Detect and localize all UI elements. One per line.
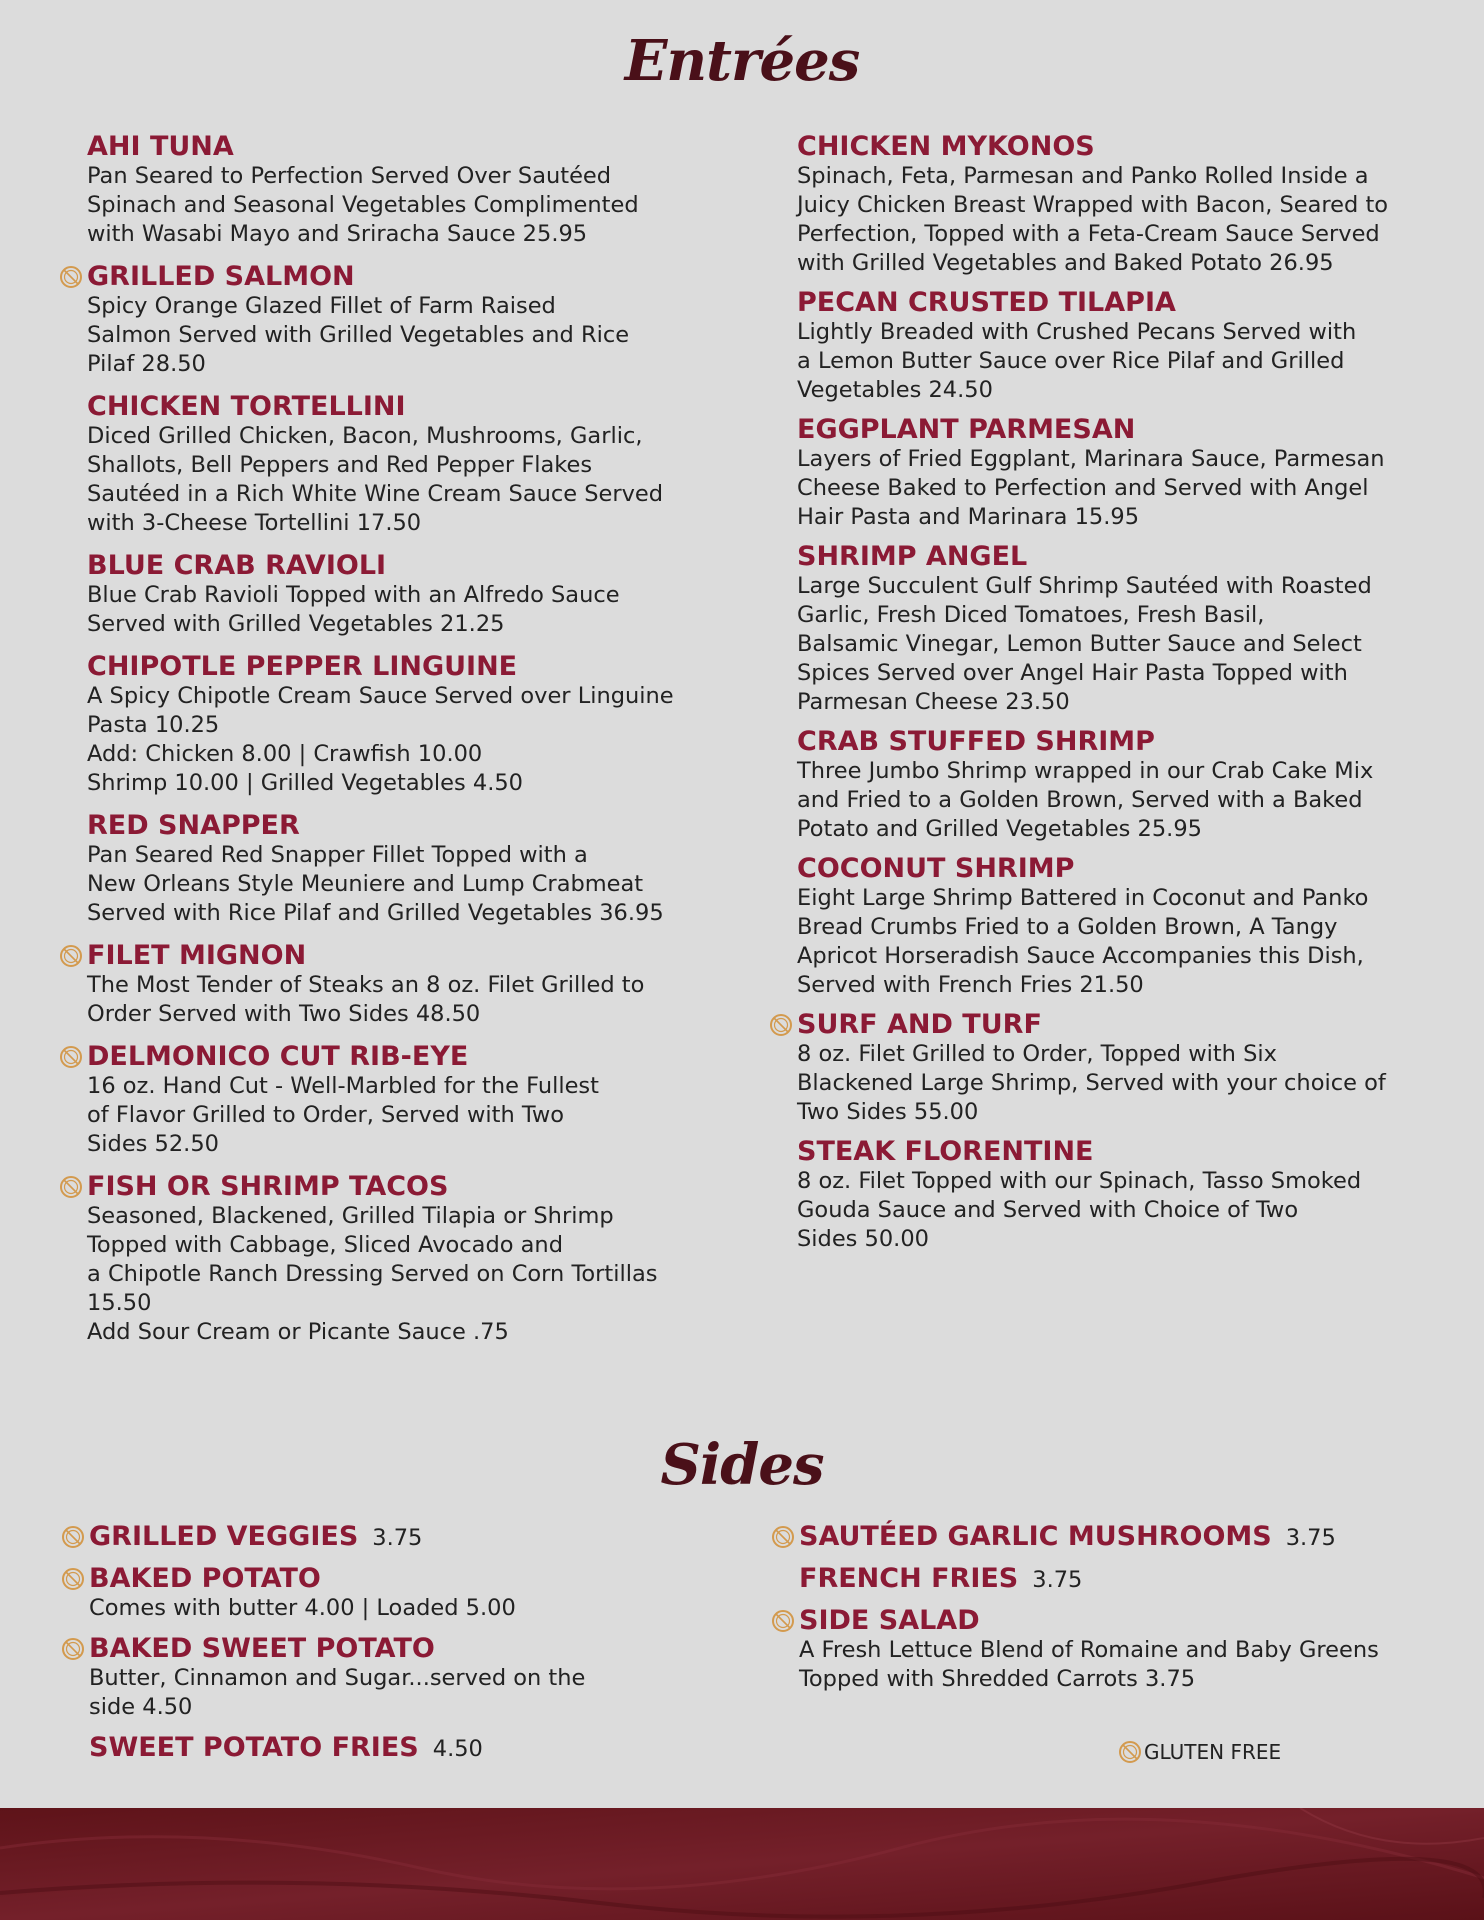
menu-item xyxy=(87,941,727,1029)
menu-item-description: A Spicy Chipotle Cream Sauce Served over Linguine Pasta 10.25 Add: Chicken 8.00 | Crawfish 10.00 Shrimp 10.00 | Grilled Vegetables 4.50 xyxy=(87,683,674,796)
menu-item-title: GRILLED VEGGIES xyxy=(89,1521,359,1552)
menu-item xyxy=(797,727,1437,844)
menu-item-title: FILET MIGNON xyxy=(87,940,307,971)
menu-item-title: CHICKEN TORTELLINI xyxy=(87,391,406,422)
gluten-free-icon xyxy=(769,1013,793,1037)
menu-item-price: 3.75 xyxy=(1032,1567,1083,1593)
menu-item-title: DELMONICO CUT RIB-EYE xyxy=(87,1041,469,1072)
menu-item xyxy=(87,132,727,249)
menu-item-description: Layers of Fried Eggplant, Marinara Sauce, Parmesan Cheese Baked to Perfection and Served with Angel Hair Pasta and Marinara 15.95 xyxy=(797,446,1385,530)
menu-item-description: Comes with butter 4.00 | Loaded 5.00 xyxy=(89,1595,516,1621)
menu-item-name xyxy=(87,941,727,971)
sides-title: Sides xyxy=(660,1432,824,1498)
menu-item-description: 16 oz. Hand Cut - Well-Marbled for the Fullest of Flavor Grilled to Order, Served with Two Sides 52.50 xyxy=(87,1073,599,1157)
menu-item-description: Seasoned, Blackened, Grilled Tilapia or Shrimp Topped with Cabbage, Sliced Avocado and a Chipotle Ranch Dressing Served on Corn Tortillas 15.50 Add Sour Cream or Picante Sauce .75 xyxy=(87,1203,658,1345)
menu-item-title: CRAB STUFFED SHRIMP xyxy=(797,726,1155,757)
gluten-free-icon xyxy=(771,1525,795,1549)
menu-item-name xyxy=(87,262,727,292)
menu-item-title: BAKED SWEET POTATO xyxy=(89,1633,435,1664)
menu-item xyxy=(797,1137,1437,1254)
gluten-free-icon xyxy=(59,1045,83,1069)
menu-item-name xyxy=(87,652,727,682)
menu-item-name xyxy=(87,392,727,422)
menu-item xyxy=(797,132,1437,278)
menu-item-title: SHRIMP ANGEL xyxy=(797,541,1028,572)
menu-item-description: 8 oz. Filet Topped with our Spinach, Tasso Smoked Gouda Sauce and Served with Choice of Two Sides 50.00 xyxy=(797,1168,1362,1252)
gluten-free-icon xyxy=(61,1637,85,1661)
entrees-title: Entrées xyxy=(624,28,860,94)
menu-item-title: AHI TUNA xyxy=(87,131,234,162)
gluten-free-legend xyxy=(1118,1735,1281,1764)
menu-item xyxy=(797,542,1437,717)
menu-item-name xyxy=(87,1042,727,1072)
menu-item-description: Eight Large Shrimp Battered in Coconut and Panko Bread Crumbs Fried to a Golden Brown, A Tangy Apricot Horseradish Sauce Accompanies this Dish, Served with French Fries 21.50 xyxy=(797,885,1369,998)
menu-item-name xyxy=(797,1137,1437,1167)
menu-item xyxy=(87,1042,727,1159)
menu-item-title: RED SNAPPER xyxy=(87,810,300,841)
menu-item-name xyxy=(87,551,727,581)
menu-item-name xyxy=(797,415,1437,445)
menu-item-name xyxy=(797,727,1437,757)
menu-item-description: Butter, Cinnamon and Sugar...served on the side 4.50 xyxy=(89,1665,586,1720)
menu-item-name xyxy=(89,1522,729,1553)
menu-item-name xyxy=(797,288,1437,318)
sides-left-column xyxy=(89,1522,729,1775)
menu-item-name xyxy=(797,1010,1437,1040)
menu-item xyxy=(797,854,1437,1000)
entrees-left-column xyxy=(87,132,727,1360)
menu-item xyxy=(797,1010,1437,1127)
menu-item-description: Blue Crab Ravioli Topped with an Alfredo Sauce Served with Grilled Vegetables 21.25 xyxy=(87,582,620,637)
menu-item-description: Large Succulent Gulf Shrimp Sautéed with Roasted Garlic, Fresh Diced Tomatoes, Fresh Basil, Balsamic Vinegar, Lemon Butter Sauce and Select Spices Served over Angel Hair Pasta Topped with Parmesan Cheese 23.50 xyxy=(797,573,1372,715)
footer-texture xyxy=(0,1808,1484,1920)
menu-item-description: Pan Seared to Perfection Served Over Sautéed Spinach and Seasonal Vegetables Complimented with Wasabi Mayo and Sriracha Sauce 25.95 xyxy=(87,163,639,247)
gluten-free-icon xyxy=(1118,1740,1142,1764)
menu-item xyxy=(797,415,1437,532)
menu-item-price: 3.75 xyxy=(372,1525,423,1551)
menu-item-title: COCONUT SHRIMP xyxy=(797,853,1075,884)
menu-item-title: EGGPLANT PARMESAN xyxy=(797,414,1136,445)
menu-item xyxy=(87,551,727,639)
menu-item-description: Spinach, Feta, Parmesan and Panko Rolled Inside a Juicy Chicken Breast Wrapped with Bacon, Seared to Perfection, Topped with a Feta-Cream Sauce Served with Grilled Vegetables and Baked Potato 26.95 xyxy=(797,163,1389,276)
menu-item-name xyxy=(799,1522,1439,1553)
menu-item-name xyxy=(797,854,1437,884)
menu-item-name xyxy=(797,542,1437,572)
menu-item-description: Lightly Breaded with Crushed Pecans Served with a Lemon Butter Sauce over Rice Pilaf and Grilled Vegetables 24.50 xyxy=(797,319,1357,403)
footer-band xyxy=(0,1808,1484,1920)
menu-item-title: BLUE CRAB RAVIOLI xyxy=(87,550,387,581)
menu-item-title: STEAK FLORENTINE xyxy=(797,1136,1094,1167)
menu-item-title: CHIPOTLE PEPPER LINGUINE xyxy=(87,651,518,682)
menu-item-title: SAUTÉED GARLIC MUSHROOMS xyxy=(799,1521,1272,1552)
menu-item xyxy=(89,1733,729,1764)
gluten-free-icon xyxy=(59,944,83,968)
gluten-free-icon xyxy=(61,1525,85,1549)
menu-item-name xyxy=(797,132,1437,162)
menu-item xyxy=(799,1522,1439,1553)
menu-item-description: Pan Seared Red Snapper Fillet Topped with a New Orleans Style Meuniere and Lump Crabmeat Served with Rice Pilaf and Grilled Vegetables 36.95 xyxy=(87,842,664,926)
menu-item xyxy=(87,1172,727,1347)
menu-item-description: Diced Grilled Chicken, Bacon, Mushrooms, Garlic, Shallots, Bell Peppers and Red Pepper Flakes Sautéed in a Rich White Wine Cream Sauce Served with 3-Cheese Tortellini 17.50 xyxy=(87,423,664,536)
menu-item xyxy=(89,1564,729,1623)
gluten-free-icon xyxy=(59,1175,83,1199)
menu-item-title: SURF AND TURF xyxy=(797,1009,1042,1040)
menu-item xyxy=(87,652,727,798)
menu-item-title: SIDE SALAD xyxy=(799,1605,980,1636)
menu-item-description: 8 oz. Filet Grilled to Order, Topped with Six Blackened Large Shrimp, Served with your choice of Two Sides 55.00 xyxy=(797,1041,1386,1125)
gluten-free-icon xyxy=(771,1609,795,1633)
menu-item xyxy=(89,1634,729,1722)
menu-item-name xyxy=(89,1564,729,1594)
menu-item-description: A Fresh Lettuce Blend of Romaine and Baby Greens Topped with Shredded Carrots 3.75 xyxy=(799,1637,1379,1692)
gluten-free-icon xyxy=(61,1567,85,1591)
menu-item-title: PECAN CRUSTED TILAPIA xyxy=(797,287,1176,318)
menu-item xyxy=(87,811,727,928)
menu-item xyxy=(87,392,727,538)
menu-item xyxy=(799,1564,1439,1595)
menu-item xyxy=(799,1606,1439,1694)
gluten-free-label: GLUTEN FREE xyxy=(1144,1740,1282,1764)
menu-item-title: SWEET POTATO FRIES xyxy=(89,1732,419,1763)
menu-item-title: BAKED POTATO xyxy=(89,1563,321,1594)
menu-item xyxy=(89,1522,729,1553)
menu-item-name xyxy=(799,1564,1439,1595)
menu-item-name xyxy=(89,1733,729,1764)
menu-item-title: FRENCH FRIES xyxy=(799,1563,1019,1594)
menu-item-price: 3.75 xyxy=(1285,1525,1336,1551)
menu-item-name xyxy=(87,132,727,162)
menu-item-title: GRILLED SALMON xyxy=(87,261,355,292)
menu-item-title: CHICKEN MYKONOS xyxy=(797,131,1095,162)
menu-item-description: The Most Tender of Steaks an 8 oz. Filet Grilled to Order Served with Two Sides 48.50 xyxy=(87,972,645,1027)
menu-item-price: 4.50 xyxy=(432,1736,483,1762)
menu-item-name xyxy=(87,811,727,841)
sides-right-column xyxy=(799,1522,1439,1705)
menu-item-name xyxy=(87,1172,727,1202)
menu-item-description: Three Jumbo Shrimp wrapped in our Crab Cake Mix and Fried to a Golden Brown, Served with a Baked Potato and Grilled Vegetables 25.95 xyxy=(797,758,1374,842)
menu-item-description: Spicy Orange Glazed Fillet of Farm Raised Salmon Served with Grilled Vegetables and Rice Pilaf 28.50 xyxy=(87,293,630,377)
menu-item-title: FISH OR SHRIMP TACOS xyxy=(87,1171,449,1202)
menu-item-name xyxy=(799,1606,1439,1636)
menu-item-name xyxy=(89,1634,729,1664)
entrees-right-column xyxy=(797,132,1437,1264)
gluten-free-icon xyxy=(59,265,83,289)
menu-item xyxy=(87,262,727,379)
menu-item xyxy=(797,288,1437,405)
